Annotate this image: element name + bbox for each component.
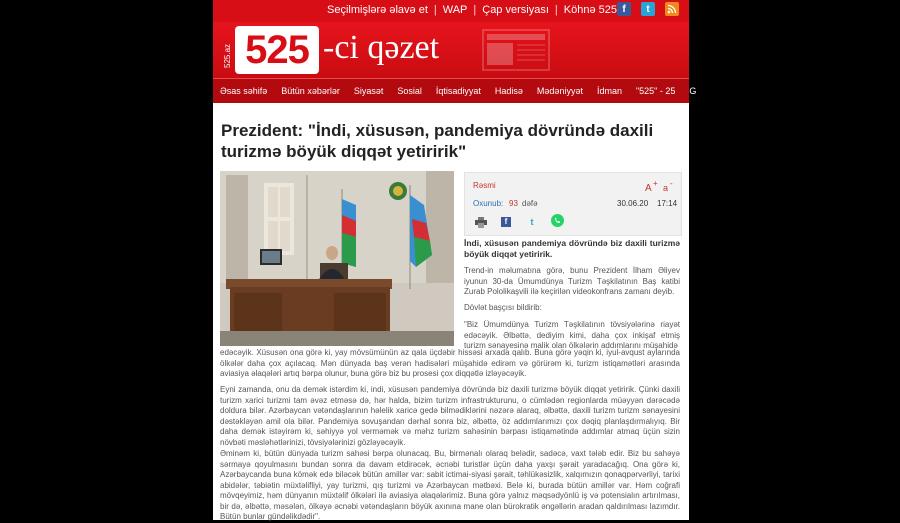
- print-icon[interactable]: [475, 217, 487, 228]
- paragraph-4: Eyni zamanda, onu da demək istərdim ki, indi, xüsusən pandemiya dövründə biz daxili turizmə böyük diqqət yetiririk. Çünki daxili turizm xarici turizmi tam əvəz etməsə də, hər halda, bizim turizm infrastrukturunu, o cümlədən regionlarda müəyyən dərəcədə doldura bilər. Azərbaycan vətəndaşlarının həlelik xaricə gedə bilmədiklərini nəzərə alaraq, əlbəttə, daxili turizm turizm sənayesini dəstəkləyən amil ola bilər. Pandemiya sovuşandan dərhal sonra biz, əlbəttə, öz addımlarımızı çox dəqiq planlaşdırmalıyıq. Bir daha demək istəyirəm ki, səhiyyə yol verməmək və məhz turizm sahəsinin bərpası istiqamətində addımlar atmaq üçün sizin növbəti məsləhətlərinizi, tövsiyələrinizi gözləyəcəyik.: [220, 385, 680, 447]
- top-links: [327, 4, 617, 16]
- reads-label: Oxunub:: [473, 199, 504, 208]
- minus-icon: -: [670, 179, 673, 188]
- reads-count: 93: [509, 199, 518, 208]
- twitter-icon[interactable]: t: [641, 2, 655, 16]
- news-page: [213, 0, 697, 521]
- old-site-link[interactable]: Köhnə 525: [563, 4, 617, 16]
- nav-item-politics[interactable]: Siyasət: [353, 86, 384, 96]
- nav-item-more[interactable]: G: [689, 86, 697, 96]
- logo-text[interactable]: -ci qəzet: [323, 29, 440, 66]
- divider: |: [554, 4, 558, 16]
- nav-item-social[interactable]: Sosial: [397, 86, 422, 96]
- divider: |: [433, 4, 437, 16]
- site-domain-label: 525.az: [223, 43, 232, 68]
- plus-icon: +: [653, 179, 658, 188]
- facebook-icon[interactable]: f: [617, 2, 631, 16]
- article-meta-box: [464, 172, 682, 236]
- whatsapp-share-icon[interactable]: [551, 214, 564, 227]
- wap-link[interactable]: WAP: [442, 4, 468, 16]
- print-version-link[interactable]: Çap versiyası: [482, 4, 549, 16]
- add-favorites-link[interactable]: Seçilmişlərə əlavə et: [327, 4, 428, 16]
- paragraph-3b: edəcəyik. Xüsusən ona görə ki, yay mövsümünün az qala üçdəbir hissəsi arxada qalıb. Buna görə yəqin ki, iyul-avqust aylarında ölkələr daha çox açılacaq. Mən dünyada baş verən hadisələri müşahidə edirəm və görürəm ki, turizm istiqamətləri arasında aviasiya əlaqələri artıq bərpa olunur, buna görə biz bu prosesi çox diqqətlə izləyəcəyik.: [220, 348, 680, 378]
- paragraph-3a: "Biz Ümumdünya Turizm Təşkilatının tövsiyələrinə riayət edəcəyik. Əlbəttə, dediyim kimi, daha çox inkişaf etmiş turizm sənayesinə malik olan ölkələrin addımlarını müşahidə: [464, 320, 680, 350]
- reads-suffix: dəfə: [522, 199, 538, 208]
- nav-item-economy[interactable]: İqtisadiyyat: [435, 86, 481, 96]
- top-bar: [213, 0, 689, 22]
- nav-item-home[interactable]: Əsas səhifə: [220, 86, 268, 96]
- nav-item-culture[interactable]: Mədəniyyət: [536, 86, 583, 96]
- newspaper-decoration: [481, 28, 551, 72]
- paragraph-2: Dövlət başçısı bildirib:: [464, 303, 542, 312]
- paragraph-1: Trend-in məlumatına görə, bunu Prezident İlham Əliyev iyunun 30-da Ümumdünya Turizm Təşkilatının Baş katibi Zurab Pololikaşvili ilə keçirilən videokonfrans zamanı deyib.: [464, 266, 680, 296]
- site-banner: [213, 22, 689, 78]
- twitter-share-icon[interactable]: t: [530, 217, 534, 227]
- article-date: 30.06.20: [617, 199, 649, 208]
- category-label[interactable]: Rəsmi: [473, 181, 496, 190]
- nav-item-sport[interactable]: İdman: [596, 86, 622, 96]
- font-decrease-button[interactable]: a: [663, 183, 669, 193]
- nav-item-525-25[interactable]: "525" - 25: [635, 86, 676, 96]
- article-photo: [220, 171, 454, 346]
- social-icons: [617, 2, 679, 16]
- main-nav: [213, 78, 697, 103]
- nav-item-incident[interactable]: Hadisə: [494, 86, 523, 96]
- rss-icon[interactable]: [665, 2, 679, 16]
- nav-item-all-news[interactable]: Bütün xəbərlər: [281, 86, 340, 96]
- article-lead: İndi, xüsusən pandemiya dövründə biz daxili turizmə böyük diqqət yetiririk.: [464, 238, 680, 259]
- font-increase-button[interactable]: A: [645, 183, 652, 194]
- article-time: 17:14: [657, 199, 678, 208]
- paragraph-5: Əminəm ki, bütün dünyada turizm sahəsi bərpa olunacaq. Bu, birmənalı olaraq belədir, sadəcə, vaxt tələb edir. Biz bu sahəyə sərmayə qoyulmasını bundan sonra da davam etdirəcək, əcnəbi turistlər üçün daha yaxşı şərait yaradacağıq. Ona görə ki, Azərbaycanda buna kömək edə biləcək bütün amillər var: sabit ictimai-siyasi şərait, təhlükəsizlik, xalqımızın qonaqpərvərliyi, tarixi abidələr, təbiətin müxtəlifliyi, yay turizmi, qış turizmi və Azərbaycan mətbəxi. Belə ki, burada bütün amillər var. Həm coğrafi mövqeyimiz, həm dünyanın müxtəlif ölkələri ilə aviasiya əlaqələrimiz. Buna görə yalnız məqsədyönlü iş və potensialın artırılması, bir də, əlbəttə, məsələn, ölkəyə əcnəbi vətəndaşların böyük axınına mane olan bürokratik əngəllərin aradan qaldırılması lazımdır. Bütün bunlar gündəlikdədir".: [220, 449, 680, 521]
- facebook-share-icon[interactable]: f: [501, 217, 511, 227]
- article-headline: Prezident: "İndi, xüsusən, pandemiya dövründə daxili turizmə böyük diqqət yetiririk": [221, 121, 654, 161]
- divider: |: [473, 4, 477, 16]
- logo-number[interactable]: 525: [235, 26, 319, 74]
